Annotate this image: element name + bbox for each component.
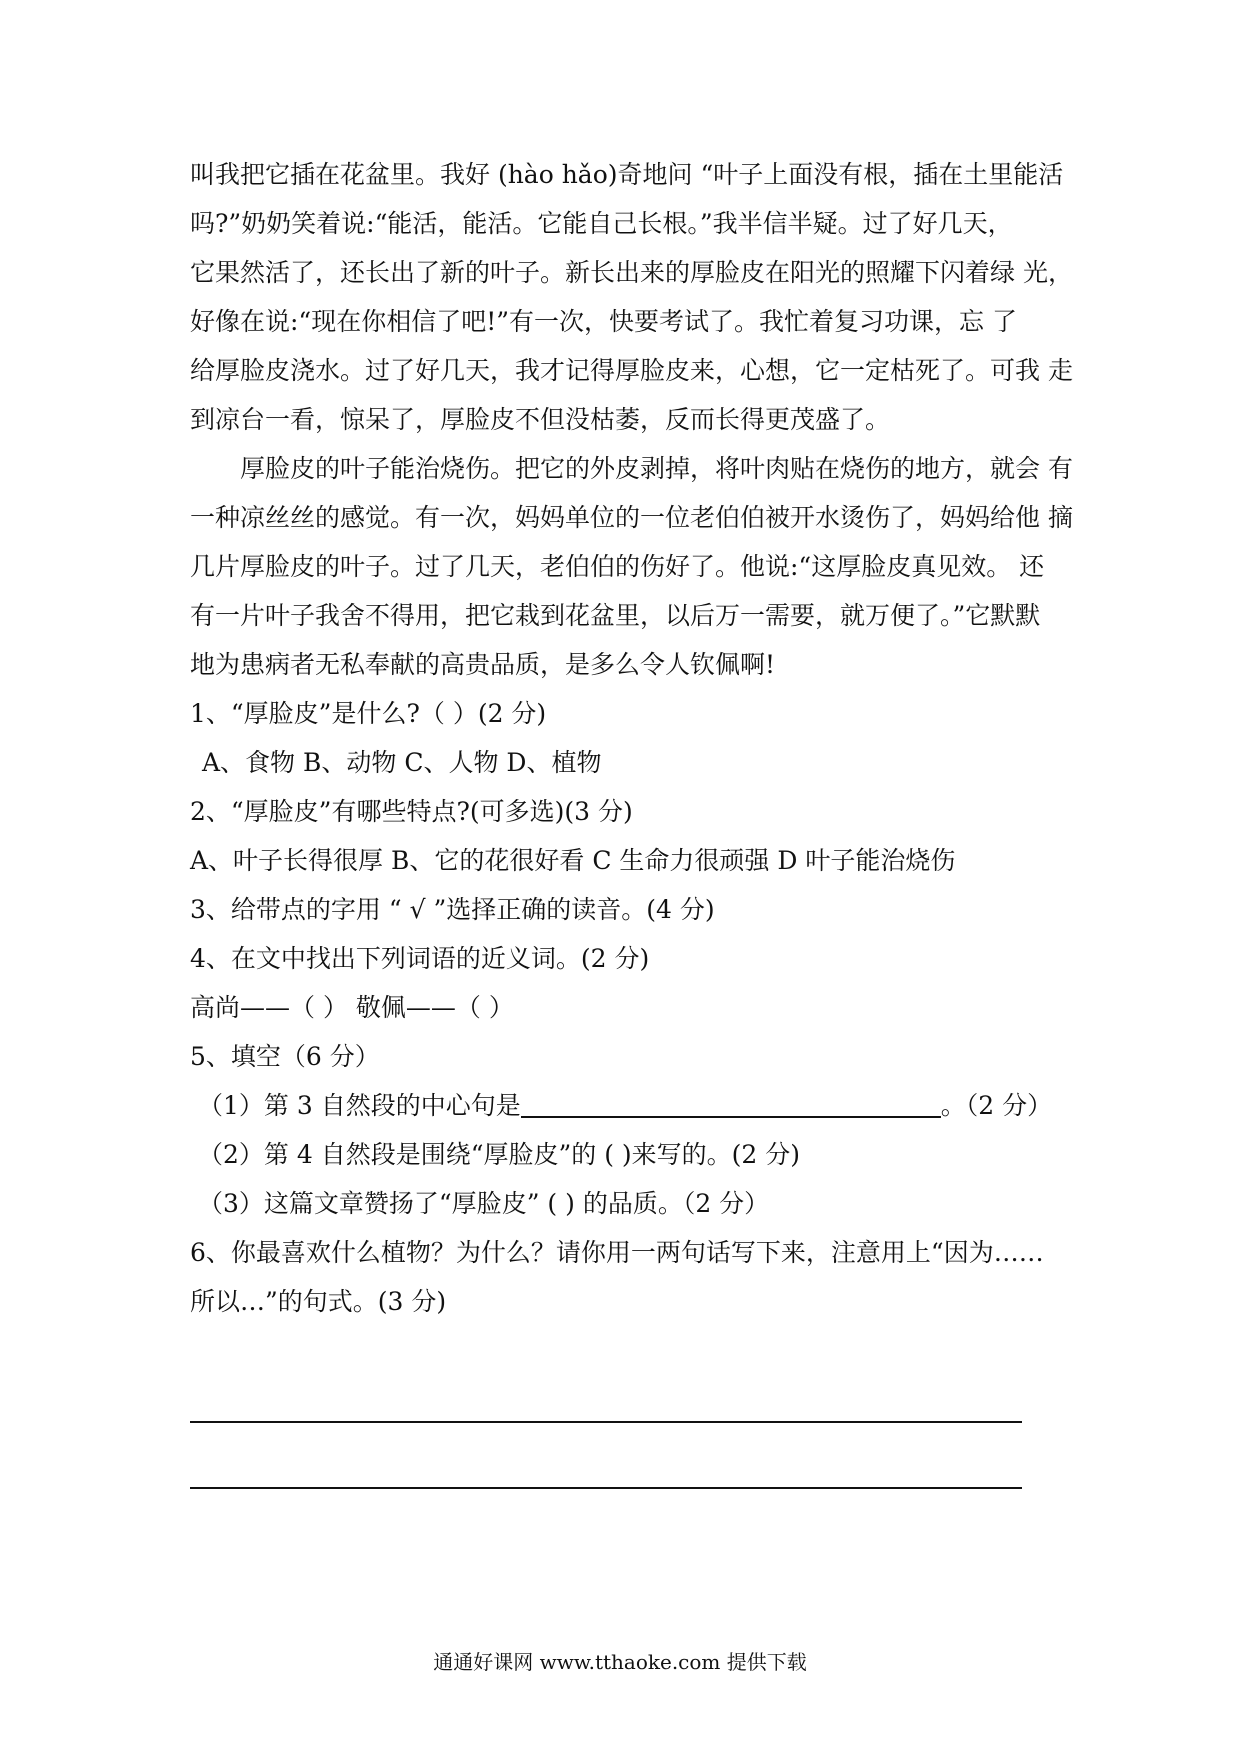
passage-line: 好像在说:“现在你相信了吧!”有一次，快要考试了。我忙着复习功课，忘 了 xyxy=(190,307,1017,336)
footer-credit: 通通好课网 www.tthaoke.com 提供下载 xyxy=(433,1650,807,1674)
answer-blank[interactable] xyxy=(521,1090,941,1118)
question-5-3: （3）这篇文章赞扬了“厚脸皮” ( ) 的品质。（2 分） xyxy=(198,1189,770,1218)
question-5-1-suffix: 。（2 分） xyxy=(940,1091,1053,1120)
question-4-items: 高尚——（ ） 敬佩——（ ） xyxy=(190,993,514,1022)
passage-line: 厚脸皮的叶子能治烧伤。把它的外皮剥掉，将叶肉贴在烧伤的地方，就会 有 xyxy=(240,454,1073,483)
question-6-line-1: 6、你最喜欢什么植物？为什么？请你用一两句话写下来，注意用上“因为…… xyxy=(190,1238,1044,1267)
question-3: 3、给带点的字用 “ √ ”选择正确的读音。(4 分) xyxy=(190,895,715,924)
passage-line: 一种凉丝丝的感觉。有一次，妈妈单位的一位老伯伯被开水烫伤了，妈妈给他 摘 xyxy=(190,503,1073,532)
passage-line: 给厚脸皮浇水。过了好几天，我才记得厚脸皮来，心想，它一定枯死了。可我 走 xyxy=(190,356,1073,385)
question-1: 1、“厚脸皮”是什么?（ ）(2 分) xyxy=(190,699,547,728)
question-4: 4、在文中找出下列词语的近义词。(2 分) xyxy=(190,944,650,973)
question-2: 2、“厚脸皮”有哪些特点?(可多选)(3 分) xyxy=(190,797,633,826)
passage-line: 它果然活了，还长出了新的叶子。新长出来的厚脸皮在阳光的照耀下闪着绿 光， xyxy=(190,258,1073,287)
passage-line: 地为患病者无私奉献的高贵品质，是多么令人钦佩啊! xyxy=(190,650,776,679)
passage-line: 几片厚脸皮的叶子。过了几天，老伯伯的伤好了。他说:“这厚脸皮真见效。 还 xyxy=(190,552,1045,581)
question-5-1 xyxy=(190,1081,1070,1130)
question-5-2: （2）第 4 自然段是围绕“厚脸皮”的 ( )来写的。(2 分) xyxy=(198,1140,801,1169)
passage-line: 吗?”奶奶笑着说:“能活，能活。它能自己长根。”我半信半疑。过了好几天， xyxy=(190,209,1013,238)
worksheet-body xyxy=(190,150,1073,1326)
passage-line: 叫我把它插在花盆里。我好 (hào hǎo)奇地问 “叶子上面没有根，插在土里能活 xyxy=(190,160,1064,189)
answer-line[interactable] xyxy=(190,1487,1022,1489)
passage-line: 到凉台一看，惊呆了，厚脸皮不但没枯萎，反而长得更茂盛了。 xyxy=(190,405,891,434)
question-2-options: A、叶子长得很厚 B、它的花很好看 C 生命力很顽强 D 叶子能治烧伤 xyxy=(190,846,956,875)
passage-line: 有一片叶子我舍不得用，把它栽到花盆里，以后万一需要，就万便了。”它默默 xyxy=(190,601,1041,630)
question-6-line-2: 所以…”的句式。(3 分) xyxy=(190,1287,447,1316)
question-1-options: A、食物 B、动物 C、人物 D、植物 xyxy=(202,748,602,777)
question-5-1-prefix: （1）第 3 自然段的中心句是 xyxy=(198,1091,521,1120)
question-5: 5、填空（6 分） xyxy=(190,1042,380,1071)
answer-line[interactable] xyxy=(190,1421,1022,1423)
